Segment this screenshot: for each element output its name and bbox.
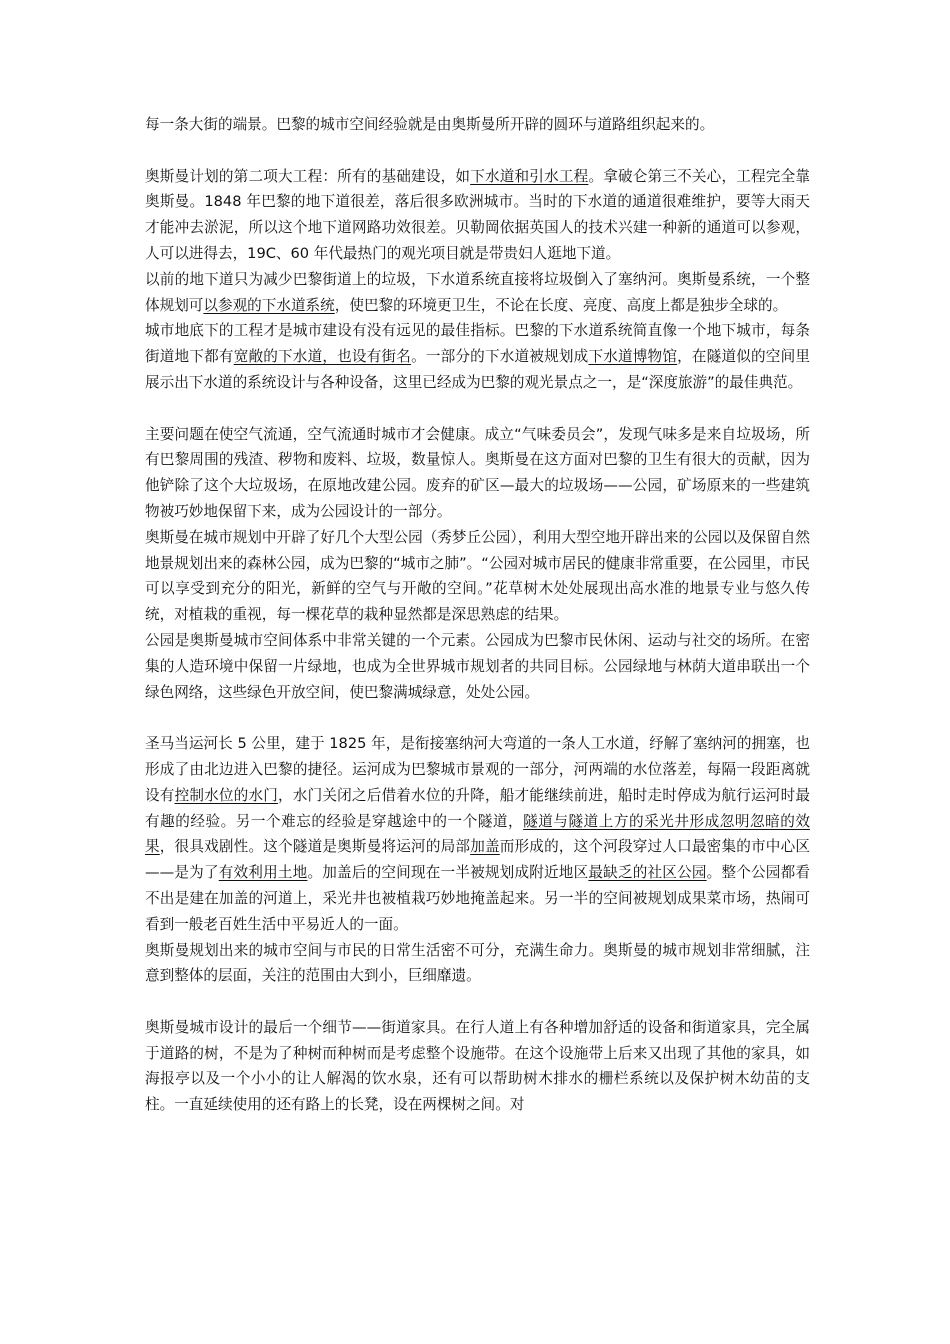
paragraph-gap [145,396,810,422]
paragraph [145,164,810,267]
text-run: 奥斯曼在城市规划中开辟了好几个大型公园（秀梦丘公园），利用大型空地开辟出来的公园以及保留自然地景规划出来的森林公园，成为巴黎的“城市之肺”。“公园对城市居民的健康非常重要，在公园里，市民可以享受到充分的阳光，新鲜的空气与开敞的空间。”花草树木处处展现出高水准的地景专业与悠久传统，对植栽的重视，每一棵花草的栽种显然都是深思熟虑的结果。 [145,528,810,624]
text-run: 奥斯曼计划的第二项大工程：所有的基础建设，如 [145,167,471,185]
text-run: 而形成的，这个河段穿过人口最密集的市中心区——是为了 [145,838,810,882]
underlined-phrase: 宽敞的下水道，也设有街名 [233,348,412,366]
text-run: 圣马当运河长 5 公里，建于 1825 年，是衔接塞纳河大弯道的一条人工水道，纾解了塞纳河的拥塞，也形成了由北边进入巴黎的捷径。运河成为巴黎城市景观的一部分，河两端的水位落差，每隔一段距离就设有 [145,735,810,804]
paragraph [145,318,810,395]
text-run: ，水门关闭之后借着水位的升降，船才能继续前进，船时走时停成为航行运河时最有趣的经验。另一个难忘的经验是穿越途中的一个隧道， [145,786,810,830]
text-run: 。拿破仑第三不关心，工程完全靠奥斯曼。1848 年巴黎的地下道很差，落后很多欧洲城市。当时的下水道的通道很难维护，要等大雨天才能冲去淤泥，所以这个地下道网路功效很差。贝勒岡依据英国人的技术兴建一种新的通道可以参观，人可以进得去，19C、60 年代最热门的观光项目就是带贵妇人逛地下道。 [145,167,810,262]
text-run: 以前的地下道只为减少巴黎街道上的垃圾，下水道系统直接将垃圾倒入了塞纳河。奥斯曼系统，一个整体规划可 [145,270,810,314]
text-run: 公园是奥斯曼城市空间体系中非常关键的一个元素。公园成为巴黎市民休闲、运动与社交的场所。在密集的人造环境中保留一片绿地，也成为全世界城市规划者的共同目标。公园绿地与林荫大道串联出一个绿色网络，这些绿色开放空间，使巴黎满城绿意，处处公园。 [145,631,810,701]
paragraph [145,525,810,628]
underlined-phrase: 有效利用土地 [218,864,308,882]
text-run: 每一条大街的端景。巴黎的城市空间经验就是由奥斯曼所开辟的圆环与道路组织起来的。 [145,116,715,133]
text-run: 主要问题在使空气流通，空气流通时城市才会健康。成立“气味委员会”，发现气味多是来自垃圾场，所有巴黎周围的残渣、秽物和废料、垃圾，数量惊人。奥斯曼在这方面对巴黎的卫生有很大的贡献，因为他铲除了这个大垃圾场，在原地改建公园。废弃的矿区—最大的垃圾场——公园，矿场原来的一些建筑物被巧妙地保留下来，成为公园设计的一部分。 [145,425,810,520]
paragraph-gap [145,138,810,164]
underlined-phrase: 最缺乏的社区公园 [588,864,707,882]
paragraph [145,938,810,990]
text-run: 。一部分的下水道被规划成 [411,348,589,366]
underlined-phrase: 下水道博物馆 [588,348,678,366]
document-body [145,112,810,1118]
text-run: ，很具戏剧性。这个隧道是奥斯曼将运河的局部 [159,838,471,856]
text-run: ，在隧道似的空间里展示出下水道的系统设计与各种设备，这里已经成为巴黎的观光景点之一，是“深度旅游”的最佳典范。 [145,348,810,391]
text-run: 奥斯曼规划出来的城市空间与市民的日常生活密不可分，充满生命力。奥斯曼的城市规划非常细腻，注意到整体的层面，关注的范围由大到小，巨细靡遗。 [145,941,810,985]
paragraph [145,628,810,705]
text-run: 。加盖后的空间现在一半被规划成附近地区 [307,864,589,882]
underlined-phrase: 隧道与隧道上方的采光井形成忽明忽暗的效果 [145,812,810,856]
underlined-phrase: 下水道和引水工程 [470,167,589,185]
underlined-phrase: 以参观的下水道系统 [203,296,335,314]
underlined-phrase: 加盖 [470,838,500,856]
paragraph [145,1015,810,1118]
text-run: 。整个公园都看不出是建在加盖的河道上，采光井也被植栽巧妙地掩盖起来。另一半的空间被规划成果菜市场，热闹可看到一般老百姓生活中平易近人的一面。 [145,864,810,933]
paragraph [145,731,810,937]
text-run: 奥斯曼城市设计的最后一个细节——街道家具。在行人道上有各种增加舒适的设备和街道家具，完全属于道路的树，不是为了种树而种树而是考虑整个设施带。在这个设施带上后来又出现了其他的家具，如海报亭以及一个小小的让人解渴的饮水泉，还有可以帮助树木排水的栅栏系统以及保护树木幼苗的支柱。一直延续使用的还有路上的长凳，设在两棵树之间。对 [145,1018,810,1114]
paragraph [145,267,810,319]
underlined-phrase: 控制水位的水门 [174,786,279,804]
paragraph-gap [145,705,810,731]
paragraph [145,112,810,138]
paragraph-gap [145,989,810,1015]
paragraph [145,422,810,525]
text-run: 城市地底下的工程才是城市建设有没有远见的最佳指标。巴黎的下水道系统简直像一个地下城市，每条街道地下都有 [145,322,810,366]
text-run: ，使巴黎的环境更卫生，不论在长度、亮度、高度上都是独步全球的。 [334,296,788,314]
